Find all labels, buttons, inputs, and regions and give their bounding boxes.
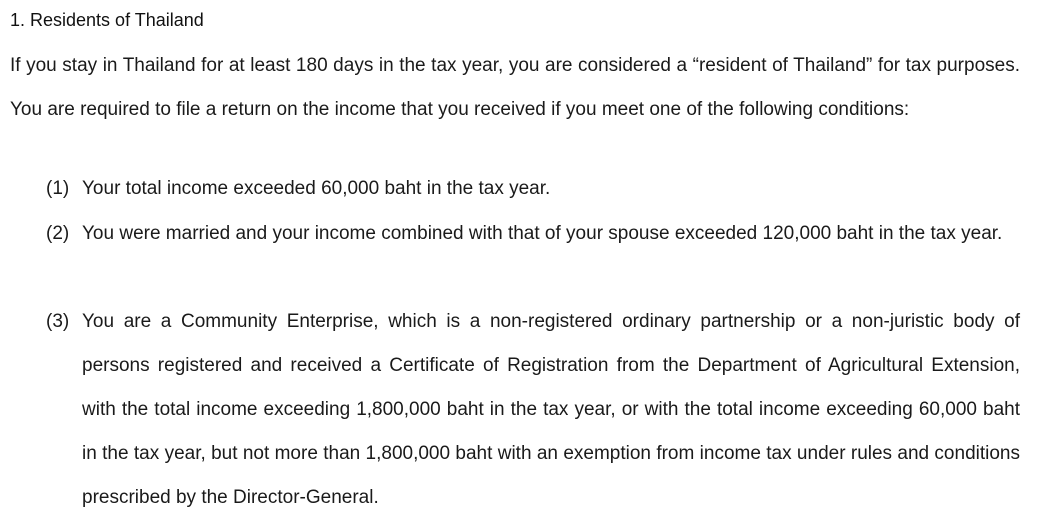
intro-paragraph: If you stay in Thailand for at least 180 days in the tax year, you are considered a “resident of Thailand” for tax purposes. You are required to file a return on the income that you received if you meet one of the following conditions: — [10, 55, 1020, 120]
condition-number: (1) — [46, 178, 70, 199]
section-heading: 1. Residents of Thailand — [10, 10, 204, 30]
condition-item-1 — [46, 167, 1020, 211]
condition-number: (3) — [46, 311, 70, 332]
condition-item-3 — [46, 300, 1020, 520]
condition-item-2 — [46, 212, 1020, 256]
condition-number: (2) — [46, 223, 70, 244]
condition-text: You are a Community Enterprise, which is a non-registered ordinary partnership or a non-juristic body of persons registered and received a Certificate of Registration from the Department of Agricultural Extension, with the total income exceeding 1,800,000 baht in the tax year, or with the total income exceeding 60,000 baht in the tax year, but not more than 1,800,000 baht with an exemption from income tax under rules and conditions prescribed by the Director-General. — [82, 311, 1020, 508]
condition-text: You were married and your income combined with that of your spouse exceeded 120,000 baht in the tax year. — [82, 223, 1003, 244]
condition-text: Your total income exceeded 60,000 baht in the tax year. — [82, 178, 551, 199]
